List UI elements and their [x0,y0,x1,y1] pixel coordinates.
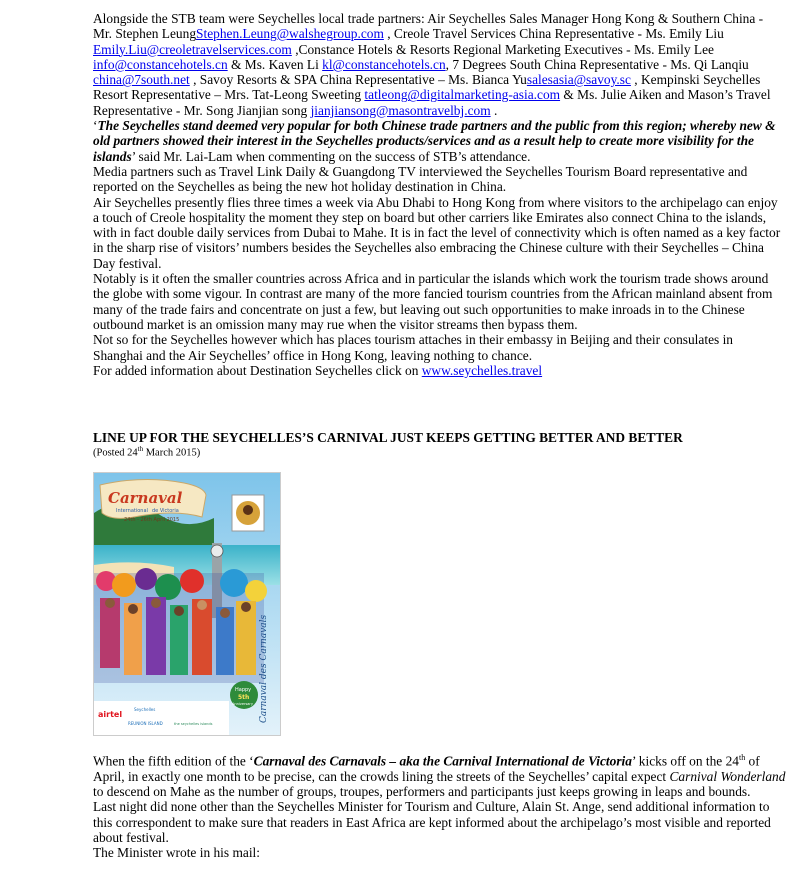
carnival-article-body [93,750,788,861]
trade-partners-paragraph: Alongside the STB team were Seychelles local trade partners: Air Seychelles Sales Manager Hong Kong & Southern China - Mr. Stephen LeungStephen.Leung@walshegroup.com , Creole Travel Services China Representative - Ms. Emily Liu Emily.Liu@creoletravelservices.com ,Constance Hotels & Resorts Regional Marketing Executives - Ms. Emily Lee info@constancehotels.cn & Ms. Kaven Li kl@constancehotels.cn, 7 Degrees South China Representative - Ms. Qi Lanqiu china@7south.net , Savoy Resorts & SPA China Representative – Ms. Bianca Yusalesasia@savoy.sc , Kempinski Seychelles Resort Representative – Mrs. Tat-Leong Sweeting tatleong@digitalmarketing-asia.com & Ms. Julie Aiken and Mason’s Travel Representative - Mr. Song Jianjian song jianjiansong@masontravelbj.com . [93,11,771,118]
poster-side-title: Carnaval des Carnavals [259,614,269,723]
quote-text: The Seychelles stand deemed very popular for both Chinese trade partners and the public from this region; whereby new & old partners showed their interest in the Seychelles products/services and as a result help to create more visibility for the islands [93,118,776,164]
email-link-stephen-leung[interactable]: Stephen.Leung@walshegroup.com [196,26,384,42]
minister-wrote-paragraph: The Minister wrote in his mail: [93,845,260,861]
carnival-poster-image [93,472,281,736]
article-body [93,11,783,378]
carnival-poster-svg [94,473,280,735]
poster-title-2: International [116,508,148,514]
email-link-kaven-li[interactable]: kl@constancehotels.cn [322,56,446,72]
badge-anniversary: Anniversary [232,702,253,706]
media-partners-paragraph: Media partners such as Travel Link Daily & Guangdong TV interviewed the Seychelles Tourism Board representative and reported on the Seychelles as being the new hot holiday destination in China. [93,163,748,195]
posted-date: (Posted 24th March 2015) [93,445,201,459]
email-link-tatleong[interactable]: tatleong@digitalmarketing-asia.com [364,87,561,103]
air-seychelles-paragraph: Air Seychelles presently flies three times a week via Abu Dhabi to Hong Kong from where visitors to the archipelago can enjoy a touch of Creole hospitality the moment they step on board but other carriers like Emirates also connect China to the islands, with in fact double daily services from Dubai to Mahe. It is in fact the level of connectivity which is often named as a key factor in the sharp rise of visitors’ numbers besides the Seychelles also embracing the Chinese culture with their Seychelles – China Day festival. [93,194,781,271]
email-link-mason-travel[interactable]: jianjiansong@masontravelbj.com [310,102,491,118]
carnival-intro-paragraph: When the fifth edition of the ‘Carnaval des Carnavals – aka the Carnival International de Victoria’ kicks off on the 24th of April, in exactly one month to be precise, can the crowds lining the streets of the Seychelles’ capital expect Carnival Wonderland to descend on Mahe as the number of groups, troupes, performers and participants just keeps growing in leaps and bounds. [93,753,786,800]
minister-paragraph: Last night did none other than the Seychelles Minister for Tourism and Culture, Alain St. Ange, send additional information to this correspondent to make sure that readers in East Africa are kept informed about the archipelago’s most visible and reported about festival. [93,799,771,845]
sponsor-seychelles-islands: the seychelles islands [174,722,213,726]
not-so-paragraph: Not so for the Seychelles however which has places tourism attaches in their embassy in Beijing and their consulates in Shanghai and the Air Seychelles’ office in Hong Kong, leaving nothing to chance. [93,332,733,363]
quote-paragraph: ‘The Seychelles stand deemed very popular for both Chinese trade partners and the public from this region; whereby new & old partners showed their interest in the Seychelles products/services and as a result help to create more visibility for the islands’ said Mr. Lai-Lam when commenting on the success of STB’s attendance. [93,118,776,164]
badge-5th: 5th [238,694,250,701]
email-link-constance-info[interactable]: info@constancehotels.cn [93,56,228,72]
more-info-paragraph: For added information about Destination Seychelles click on www.seychelles.travel [93,362,543,378]
seychelles-travel-link[interactable]: www.seychelles.travel [421,362,543,378]
article-heading: LINE UP FOR THE SEYCHELLES’S CARNIVAL JUST KEEPS GETTING BETTER AND BETTER [93,430,683,445]
performers-illustration [94,568,267,683]
sponsor-reunion: REUNION ISLAND [128,721,163,726]
poster-title-3: de Victoria [152,508,179,514]
smaller-countries-paragraph: Notably is it often the smaller countries across Africa and in particular the islands which work the tourism trade shows around the globe with some vigour. In contrast are many of the more fancied tourism countries from the African mainland absent from many of the trade fairs and concentrate on just a few, but leaving out such opportunities to make inroads in to the Chinese outbound market is an omission many may rue when the visitor streams then bypass them. [93,271,773,332]
email-link-savoy[interactable]: salesasia@savoy.sc [526,72,631,88]
email-link-emily-liu[interactable]: Emily.Liu@creoletravelservices.com [93,41,292,57]
sponsor-seychelles: Seychelles [134,707,156,712]
badge-happy: Happy [235,687,252,693]
poster-dates: 24th - 26th April 2015 [124,517,180,523]
poster-title-1: Carnaval [108,489,183,507]
email-link-7south[interactable]: china@7south.net [93,72,190,88]
sponsor-airtel: airtel [98,710,123,719]
